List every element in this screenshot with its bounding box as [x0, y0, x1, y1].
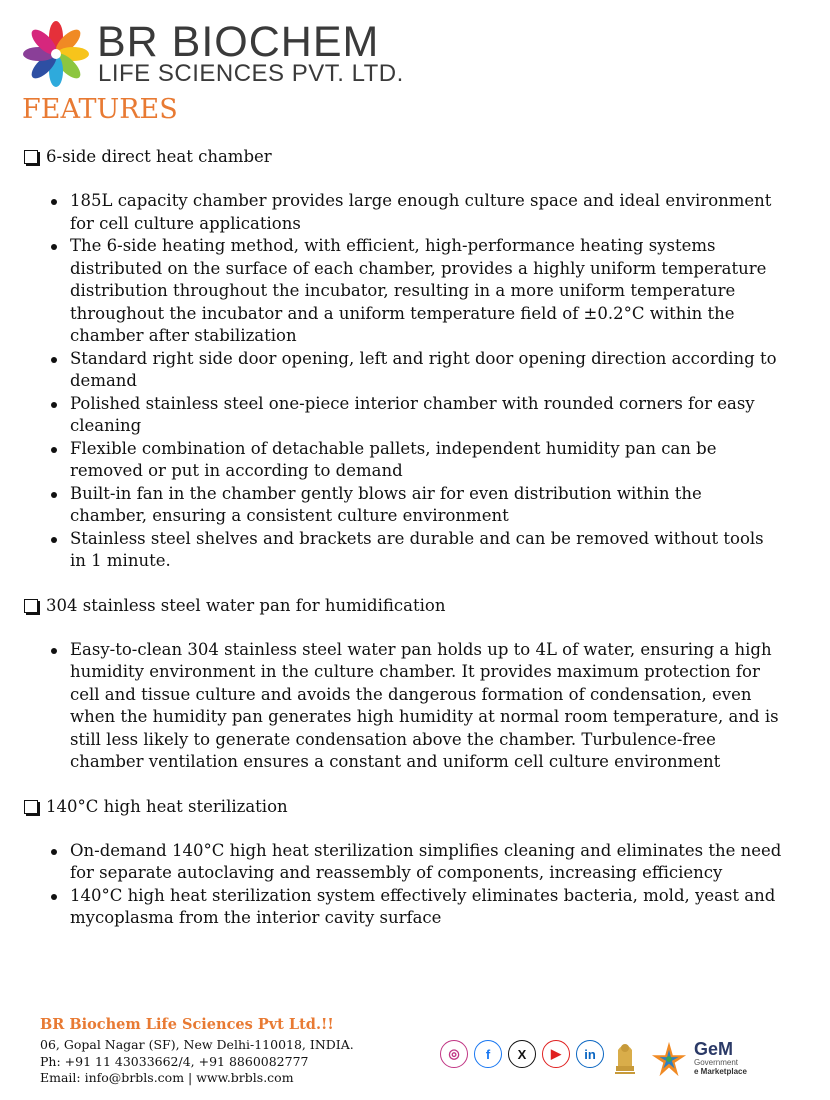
- footer-contact: [40, 1016, 400, 1087]
- list-item: 185L capacity chamber provides large enough culture space and ideal environment for cell culture applications: [70, 190, 782, 235]
- section-heading: [22, 146, 782, 168]
- list-item: Easy-to-clean 304 stainless steel water pan holds up to 4L of water, ensuring a high humidity environment in the culture chamber. It provides maximum protection for cell and tissue culture and avoids the dangerous formation of condensation, even when the humidity pan generates high humidity at normal room temperature, and is still less likely to generate condensation above the chamber. Turbulence-free chamber ventilation ensures a constant and uniform cell culture environment: [70, 639, 782, 774]
- checkbox-icon: [24, 150, 38, 164]
- page-title: FEATURES: [22, 94, 178, 125]
- footer-company-name: BR Biochem Life Sciences Pvt Ltd.!!: [40, 1016, 334, 1033]
- bullet-list: [22, 190, 782, 573]
- gem-subtitle: Government: [694, 1058, 739, 1067]
- list-item: Polished stainless steel one-piece interior chamber with rounded corners for easy cleaning: [70, 393, 782, 438]
- checkbox-icon: [24, 599, 38, 613]
- instagram-icon[interactable]: ◎: [440, 1040, 468, 1068]
- youtube-icon[interactable]: ▶: [542, 1040, 570, 1068]
- linkedin-icon[interactable]: in: [576, 1040, 604, 1068]
- list-item: On-demand 140°C high heat sterilization simplifies cleaning and eliminates the need for separate autoclaving and reassembly of components, increasing efficiency: [70, 840, 782, 885]
- header: [22, 16, 442, 92]
- brand-subtitle: LIFE SCIENCES PVT. LTD.: [98, 60, 404, 87]
- gem-title: GeM: [694, 1039, 734, 1059]
- facebook-icon[interactable]: f: [474, 1040, 502, 1068]
- features-content: [22, 146, 782, 952]
- list-item: Flexible combination of detachable pallets, independent humidity pan can be removed or put in according to demand: [70, 438, 782, 483]
- section-heading-text: 6-side direct heat chamber: [46, 147, 272, 166]
- gem-subtitle-2: e Marketplace: [694, 1067, 747, 1076]
- list-item: Standard right side door opening, left and right door opening direction according to demand: [70, 348, 782, 393]
- footer-phone: Ph: +91 11 43033662/4, +91 8860082777: [40, 1053, 309, 1069]
- section-heading: [22, 595, 782, 617]
- national-emblem-icon: [612, 1036, 638, 1078]
- section-water-pan: [22, 595, 782, 774]
- list-item: The 6-side heating method, with efficient, high-performance heating systems distributed on the surface of each chamber, provides a highly uniform temperature distribution throughout the incubator, resulting in a more uniform temperature throughout the incubator and a uniform temperature field of ±0.2°C within the chamber after stabilization: [70, 235, 782, 348]
- x-icon[interactable]: X: [508, 1040, 536, 1068]
- company-logo-icon: [22, 20, 90, 88]
- gem-logo-icon: [650, 1040, 688, 1078]
- section-sterilization: [22, 796, 782, 930]
- section-heat-chamber: [22, 146, 782, 573]
- social-links: [440, 1040, 604, 1068]
- section-heading: [22, 796, 782, 818]
- brand-name: BR BIOCHEM: [97, 18, 380, 66]
- footer-address: 06, Gopal Nagar (SF), New Delhi-110018, INDIA.: [40, 1037, 354, 1052]
- section-heading-text: 304 stainless steel water pan for humidification: [46, 595, 446, 615]
- checkbox-icon: [24, 800, 38, 814]
- gem-logo: [694, 1040, 747, 1076]
- list-item: Stainless steel shelves and brackets are durable and can be removed without tools in 1 minute.: [70, 528, 782, 573]
- footer-email[interactable]: Email: info@brbls.com | www.brbls.com: [40, 1070, 294, 1085]
- list-item: Built-in fan in the chamber gently blows air for even distribution within the chamber, ensuring a consistent culture environment: [70, 483, 782, 528]
- list-item: 140°C high heat sterilization system effectively eliminates bacteria, mold, yeast and mycoplasma from the interior cavity surface: [70, 885, 782, 930]
- section-heading-text: 140°C high heat sterilization: [46, 796, 288, 816]
- bullet-list: [22, 840, 782, 930]
- bullet-list: [22, 639, 782, 774]
